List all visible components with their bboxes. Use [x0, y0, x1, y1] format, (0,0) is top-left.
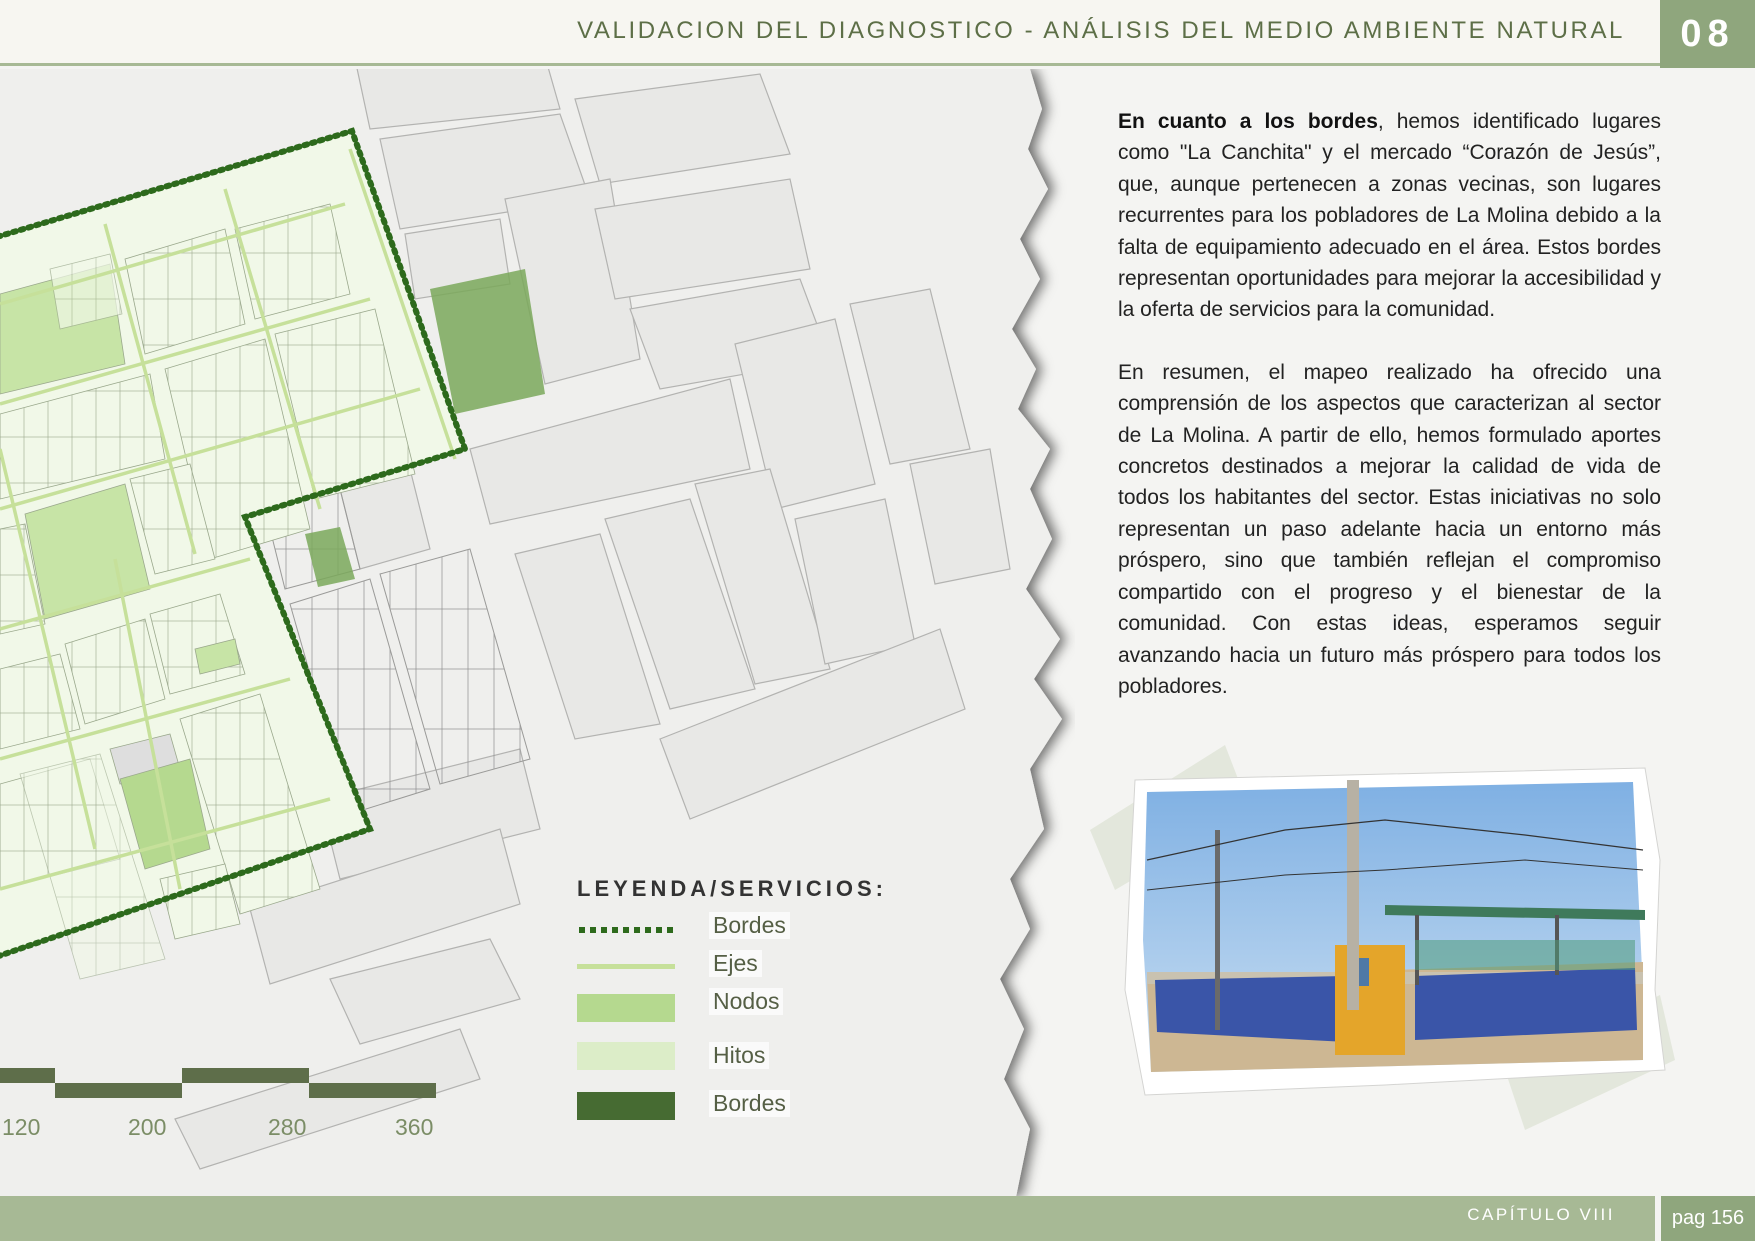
footer-page-number: pag 156 [1655, 1196, 1755, 1241]
legend-item-bordes-dotted [577, 912, 877, 950]
photo-la-canchita [1085, 740, 1675, 1130]
legend-swatch-line [577, 964, 675, 969]
legend-item-bordes-fill [577, 1084, 877, 1132]
legend-label: Bordes [709, 912, 790, 939]
scale-label-1: 120 [2, 1114, 41, 1140]
page-title: VALIDACION DEL DIAGNOSTICO - ANÁLISIS DEL MEDIO AMBIENTE NATURAL [577, 17, 1625, 44]
footer-chapter-label: CAPÍTULO VIII [1467, 1205, 1615, 1224]
paragraph-bordes [1118, 106, 1661, 326]
chapter-number-badge: 08 [1660, 0, 1755, 68]
paragraph-lead: En cuanto a los bordes [1118, 110, 1378, 133]
body-text [1118, 106, 1661, 702]
legend-label: Ejes [709, 950, 762, 977]
paragraph-body: , hemos identificado lugares como "La Canchita" y el mercado “Corazón de Jesús”, que, aunque pertenecen a zonas vecinas, son lugares recurrentes para los pobladores de La Molina debido a la falta de equipamiento adecuado en el área. Estos bordes representan oportunidades para mejorar la accesibilidad y la oferta de servicios para la comunidad. [1118, 110, 1661, 322]
map-legend [577, 876, 887, 1132]
legend-title: LEYENDA/SERVICIOS: [577, 876, 887, 901]
legend-label: Hitos [709, 1042, 769, 1069]
photo-content [1143, 780, 1645, 1072]
paragraph-resumen: En resumen, el mapeo realizado ha ofrecido una comprensión de los aspectos que caracterizan al sector de La Molina. A partir de ello, hemos formulado aportes concretos destinados a mejorar la calidad de vida de todos los habitantes del sector. Estas iniciativas no solo representan un paso adelante hacia un entorno más próspero, sino que también reflejan el compromiso compartido con el progreso y el bienestar de la comunidad. Con estas ideas, esperamos seguir avanzando hacia un futuro más próspero para todos los pobladores. [1118, 360, 1661, 698]
legend-item-ejes [577, 950, 877, 988]
legend-item-hitos [577, 1036, 877, 1084]
page-header [0, 0, 1755, 66]
site-map [0, 69, 1075, 1197]
legend-label: Bordes [709, 1090, 790, 1117]
scale-label-4: 360 [395, 1114, 434, 1140]
scale-label-2: 200 [128, 1114, 167, 1140]
legend-swatch-nodos [577, 994, 675, 1022]
legend-label: Nodos [709, 988, 783, 1015]
legend-swatch-dotted [577, 924, 677, 936]
legend-swatch-hitos [577, 1042, 675, 1070]
legend-item-nodos [577, 988, 877, 1036]
legend-swatch-bordes [577, 1092, 675, 1120]
scale-label-3: 280 [268, 1114, 307, 1140]
page-footer [0, 1196, 1755, 1241]
